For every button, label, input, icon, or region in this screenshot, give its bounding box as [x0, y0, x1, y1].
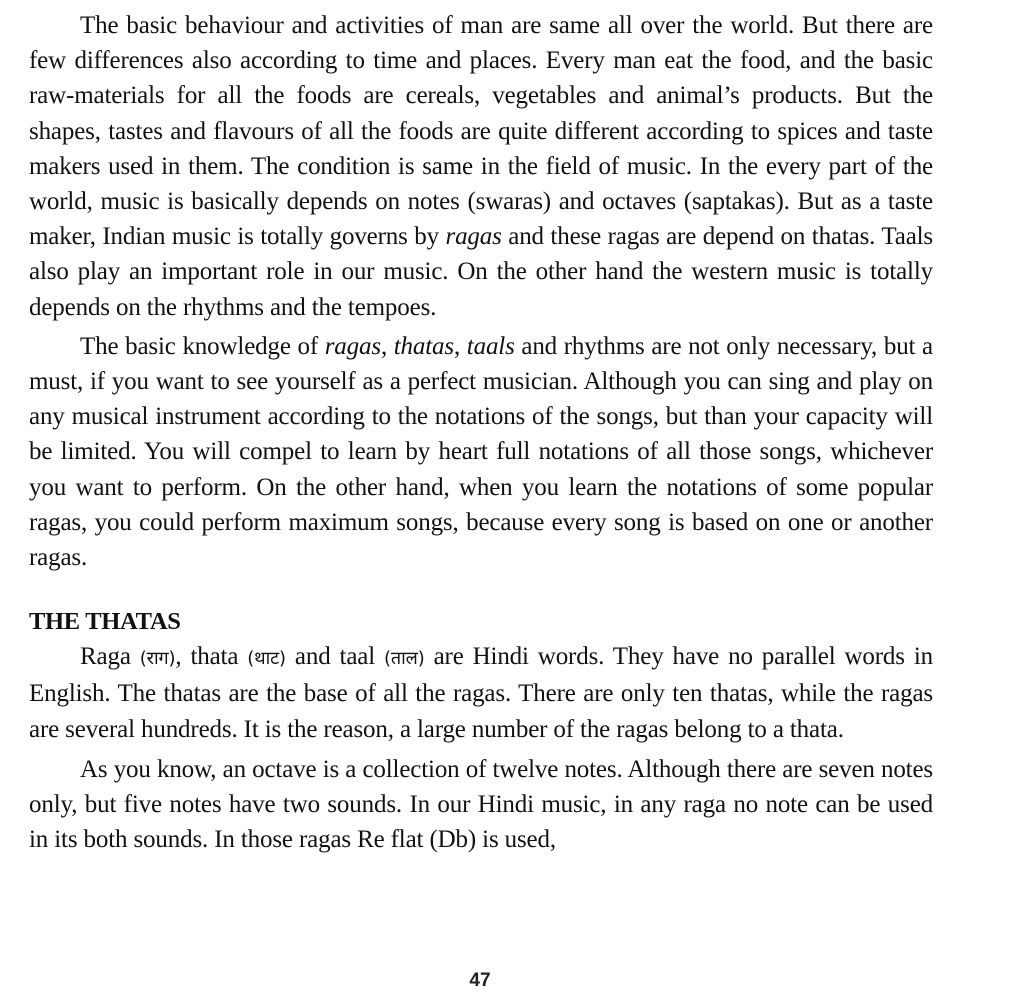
- text-run: and rhythms are not only necessary, but a must, if you want to see yourself as a perfect musician. Although you can sing and play on any musical instrument according to the notations of the songs, but than your capacity will be limited. You will compel to learn by heart full notations of all those songs, whichever you want to perform. On the other hand, when you learn the notations of some popular ragas, you could perform maximum songs, because every song is based on one or another ragas.: [29, 332, 933, 572]
- text-run: Raga: [80, 643, 140, 671]
- text-run: and taal: [285, 643, 385, 671]
- document-page: [29, 8, 933, 857]
- hindi-term: (ताल): [384, 648, 425, 670]
- text-run: The basic behaviour and activities of man are same all over the world. But there are few differences also according to time and places. Every man eat the food, and the basic raw-materials for all the foods are cereals, vegetables and animal’s products. But the shapes, tastes and flavours of all the foods are quite different according to spices and taste makers used in them. The condition is same in the field of music. In the every part of the world, music is basically depends on notes (swaras) and octaves (saptakas). But as a taste maker, Indian music is totally governs by: [29, 12, 933, 251]
- hindi-term: (थाट): [247, 648, 286, 670]
- text-run: ,: [453, 332, 467, 360]
- text-run: The basic knowledge of: [80, 332, 325, 360]
- emphasized-term: ragas: [324, 332, 381, 360]
- page-number: 47: [469, 970, 491, 991]
- paragraph-octave: [29, 752, 933, 858]
- paragraph-intro: [29, 8, 933, 325]
- text-run: ,: [380, 332, 394, 360]
- emphasized-term: thatas: [393, 332, 454, 360]
- paragraph-knowledge: [29, 329, 933, 575]
- paragraph-thatas-definition: [29, 639, 933, 747]
- text-run: are Hindi words. They have no parallel words in English. The thatas are the base of all the ragas. There are only ten thatas, while the ragas are several hundreds. It is the reason, a large number of the ragas belong to a thata.: [29, 643, 933, 743]
- hindi-term: (राग): [139, 648, 176, 670]
- text-run: , thata: [175, 643, 248, 671]
- text-run: As you know, an octave is a collection of twelve notes. Although there are seven notes only, but five notes have two sounds. In our Hindi music, in any raga no note can be used in its both sounds. In those ragas Re flat (Db) is used,: [29, 755, 933, 854]
- text-run: and these ragas are depend on thatas. Taals also play an important role in our music. On the other hand the western music is totally depends on the rhythms and the tempoes.: [29, 223, 934, 321]
- section-heading: THE THATAS: [29, 608, 181, 636]
- emphasized-term: taals: [466, 332, 515, 360]
- emphasized-term: ragas: [445, 223, 502, 251]
